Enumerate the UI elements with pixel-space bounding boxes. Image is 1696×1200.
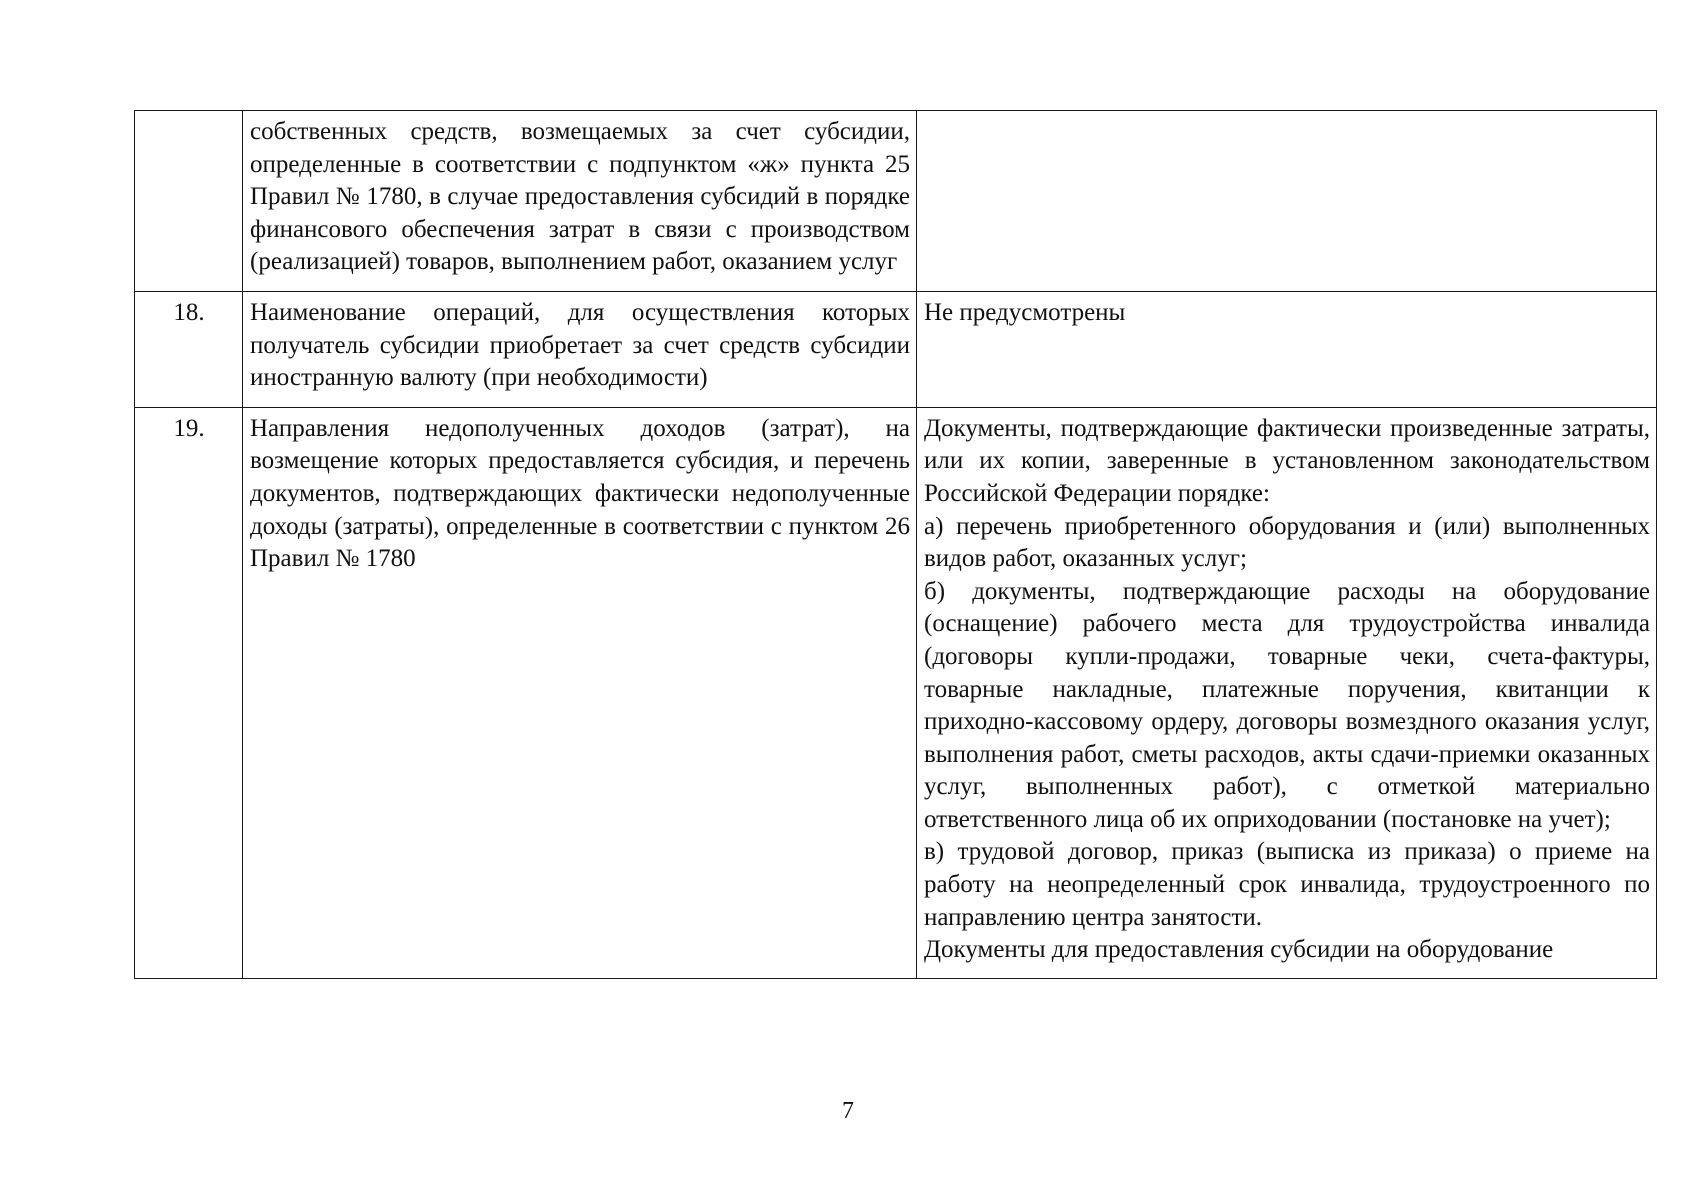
row-name-cell: собственных средств, возмещаемых за счет субсидии, определенные в соответствии с подпунктом «ж» пункта 25 Правил № 1780, в случае предоставления субсидий в порядке финансового обеспечения затрат в связи с производством (реализацией) товаров, выполнением работ, оказанием услуг [243,111,917,292]
row-value-cell: Не предусмотрены [917,291,1657,407]
row-number-cell: 18. [135,291,243,407]
table-row [135,407,1657,979]
row-number-cell: 19. [135,407,243,979]
row-value-cell [917,111,1657,292]
table-row [135,111,1657,292]
row-number-cell [135,111,243,292]
page-number: 7 [842,1098,854,1124]
row-value-cell [917,407,1657,979]
value-paragraph: а) перечень приобретенного оборудования и (или) выполненных видов работ, оказанных услуг; [924,512,1650,573]
value-paragraph: б) документы, подтверждающие расходы на оборудование (оснащение) рабочего места для трудоустройства инвалида (договоры купли-продажи, товарные чеки, счета-фактуры, товарные накладные, платежные поручения, квитанции к приходно-кассовому ордеру, договоры возмездного оказания услуг, выполнения работ, сметы расходов, акты сдачи-приемки оказанных услуг, выполненных работ), с отметкой материально ответственного лица об их оприходовании (постановке на учет); [924,577,1650,833]
row-name-cell: Наименование операций, для осуществления которых получатель субсидии приобретает за счет средств субсидии иностранную валюту (при необходимости) [243,291,917,407]
value-paragraph: в) трудовой договор, приказ (выписка из приказа) о приеме на работу на неопределенный срок инвалида, трудоустроенного по направлению центра занятости. [924,838,1650,931]
value-paragraph-truncated: Документы для предоставления субсидии на оборудование [924,936,1554,964]
row-name-cell: Направления недополученных доходов (затрат), на возмещение которых предоставляется субсидия, и перечень документов, подтверждающих фактически недополученные доходы (затраты), определенные в соответствии с пунктом 26 Правил № 1780 [243,407,917,979]
value-paragraph: Документы, подтверждающие фактически произведенные затраты, или их копии, заверенные в установленном законодательством Российской Федерации порядке: [924,414,1650,507]
table-row [135,291,1657,407]
requirements-table [134,110,1657,979]
